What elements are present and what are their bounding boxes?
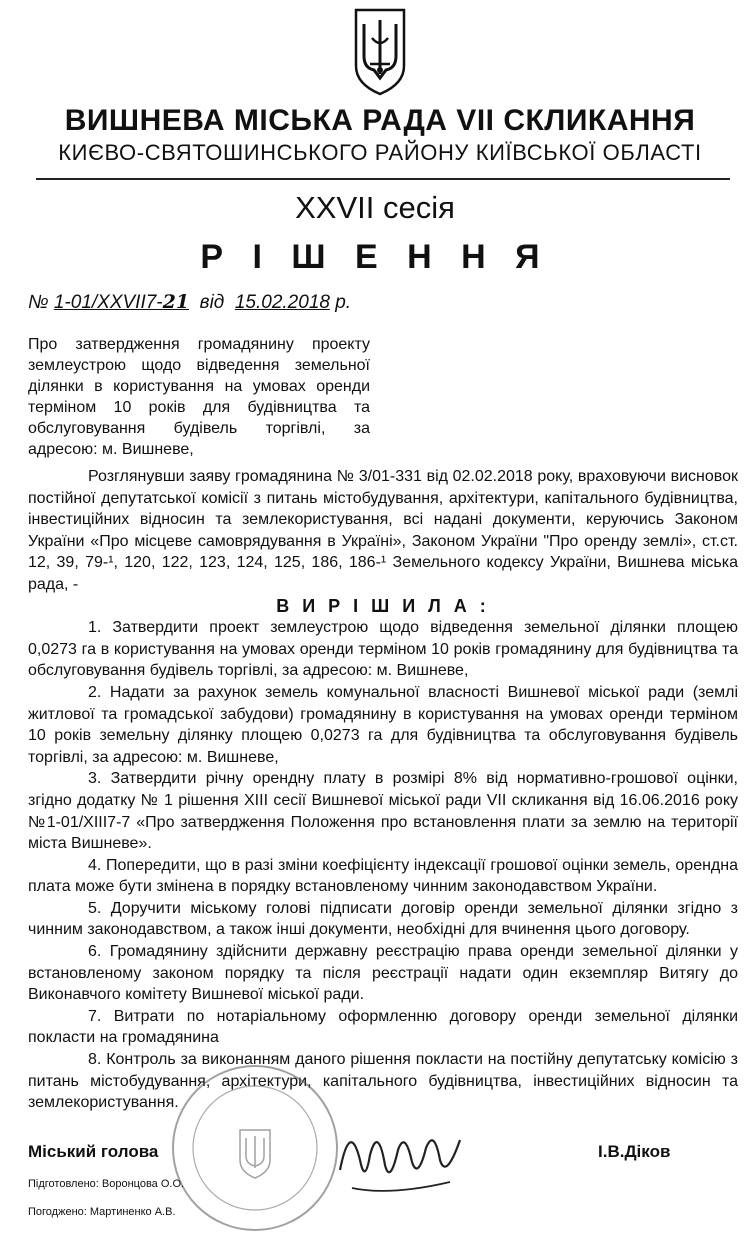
trident-coat-of-arms-icon: [352, 8, 408, 96]
decided-heading: В И Р І Ш И Л А :: [276, 595, 490, 616]
handwritten-signature: [330, 1100, 470, 1210]
decision-item-1: 1. Затвердити проект землеустрою щодо відведення земельної ділянки площею 0,0273 га в користування на умовах оренди терміном 10 років громадянину для будівництва та обслуговування будівель торгівлі, за адресою: м. Вишневе,: [28, 619, 738, 680]
preamble: Розглянувши заяву громадянина № 3/01-331 від 02.02.2018 року, враховуючи висновок постійної депутатської комісії з питань містобудування, архітектури, капітального будівництва, інвестиційних відносин та землекористування, всі надані документи, керуючись Законом України «Про місцеве самоврядування в Україні», Законом України "Про оренду землі», ст.ст. 12, 39, 79-¹, 120, 122, 123, 124, 125, 186, 186-¹ Земельного кодексу України, Вишнева міська рада, -: [28, 468, 738, 593]
number-label: №: [28, 292, 49, 313]
council-subtitle: КИЄВО-СВЯТОШИНСЬКОГО РАЙОНУ КИЇВСЬКОЇ ОБЛАСТІ: [58, 140, 702, 165]
year-suffix: р.: [335, 292, 352, 313]
decision-item-4: 4. Попередити, що в разі зміни коефіцієнту індексації грошової оцінки земель, орендна плата може бути змінена в порядку встановленому чинним законодавством України.: [28, 856, 738, 896]
decision-number: 1-01/XXVII7-21: [53, 291, 190, 313]
decision-body: [28, 466, 738, 1114]
decision-subject: Про затвердження громадянину проекту землеустрою щодо відведення земельної ділянки в користування на умовах оренди терміном 10 років для будівництва та обслуговування будівель торгівлі, за адресою: м. Вишневе,: [28, 336, 370, 458]
decision-number-line: [28, 291, 351, 314]
decision-date: 15.02.2018: [234, 292, 330, 313]
session-title: XXVII сесія: [295, 190, 455, 225]
from-label: від: [199, 292, 225, 313]
council-title: ВИШНЕВА МІСЬКА РАДА VII СКЛИКАННЯ: [64, 104, 696, 137]
handwritten-number: 21: [162, 291, 190, 313]
document-type-heading: Р І Ш Е Н Н Я: [200, 238, 550, 276]
decision-item-7: 7. Витрати по нотаріальному оформленню договору оренди земельної ділянки покласти на громадянина: [28, 1007, 738, 1047]
decision-item-5: 5. Доручити міському голові підписати договір оренди земельної ділянки згідно з чинним законодавством, а також інші документи, необхідні для вчинення цього договору.: [28, 899, 738, 939]
mayor-name: І.В.Діков: [598, 1142, 671, 1161]
mayor-position: Міський голова: [28, 1142, 159, 1161]
decision-item-6: 6. Громадянину здійснити державну реєстрацію права оренди земельної ділянки у встановленому законом порядку та після реєстрації надати один екземпляр Витягу до Виконавчого комітету Вишневої міської ради.: [28, 943, 738, 1004]
prepared-by: Підготовлено: Воронцова О.О.: [28, 1178, 185, 1190]
decision-item-2: 2. Надати за рахунок земель комунальної власності Вишневої міської ради (землі житлової та громадської забудови) громадянину в користування на умовах оренди терміном 10 років земельну ділянку площею 0,0273 га для будівництва та обслуговування будівель торгівлі, за адресою: м. Вишневе,: [28, 683, 738, 766]
decision-item-8: 8. Контроль за виконанням даного рішення покласти на постійну депутатську комісію з питань містобудування, архітектури, капітального будівництва, інвестиційних відносин та землекористування.: [28, 1051, 738, 1112]
official-seal-stamp: [160, 1060, 350, 1235]
header-divider: [36, 178, 730, 180]
decision-item-3: 3. Затвердити річну орендну плату в розмірі 8% від нормативно-грошової оцінки, згідно додатку № 1 рішення XIII сесії Вишневої міської ради VII скликання від 16.06.2016 року №1-01/XIII7-7 «Про затвердження Положення про встановлення плати за землю на території міста Вишневе».: [28, 770, 738, 853]
agreed-by: Погоджено: Мартиненко А.В.: [28, 1206, 176, 1218]
